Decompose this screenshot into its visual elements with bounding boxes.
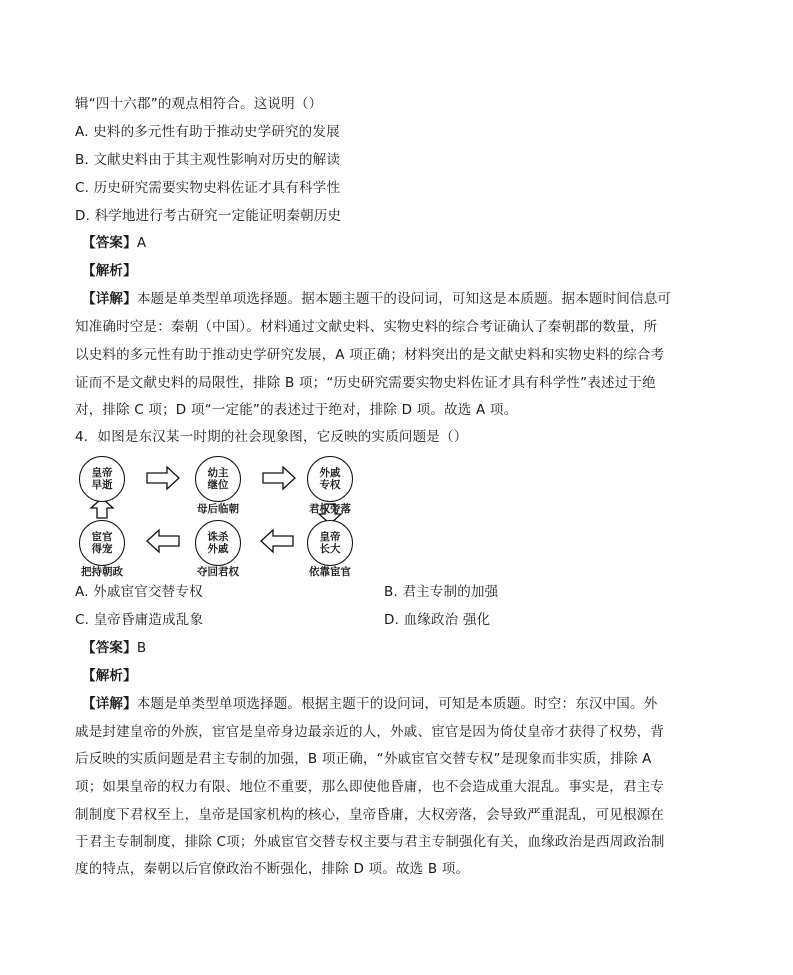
arrow-right-1: [147, 467, 179, 489]
node-emperor-died-early: [79, 456, 125, 502]
caption-control-court: 把持朝政: [81, 566, 123, 578]
q3-answer-tag: 【答案】: [82, 235, 137, 251]
node-emperor-grown: [307, 520, 353, 566]
node-kill-consorts: [195, 520, 241, 566]
q3-option-c: C. 历史研究需要实物史料佐证才具有科学性: [75, 180, 341, 196]
q3-detail-line-1: [82, 290, 671, 308]
q4-answer-tag: 【答案】: [82, 640, 137, 656]
q3-answer-value: A: [136, 235, 147, 251]
node-1-line2: 早逝: [91, 479, 113, 491]
q4-detail-line-7: 度的特点，秦朝以后官僚政治不断强化，排除 D 项。故选 B 项。: [75, 861, 470, 877]
node-young-ruler: [195, 456, 241, 502]
q3-analysis-tag: 【解析】: [82, 263, 137, 279]
node-4-line1: 皇帝: [319, 531, 341, 543]
arrow-right-2: [263, 467, 295, 489]
node-eunuchs-favored: [79, 520, 125, 566]
node-3-line1: 外戚: [319, 467, 341, 479]
q4-detail-line-2: 戚是封建皇帝的外族，宦官是皇帝身边最亲近的人，外戚、宦官是因为倚仗皇帝才获得了权势，背: [75, 724, 665, 740]
q3-detail-tag: 【详解】: [82, 291, 137, 307]
q4-detail-text-1: 本题是单类型单项选择题。根据主题干的设问词，可知是本质题。时空：东汉中国。外: [136, 696, 658, 712]
node-5-line2: 外戚: [207, 543, 229, 555]
node-consort-clan: [307, 456, 353, 502]
q3-detail-line-3: 以史料的多元性有助于推动史学研究发展，A 项正确；材料突出的是文献史料和实物史料的综合考: [75, 347, 665, 363]
caption-power-lost: 君权旁落: [309, 503, 351, 515]
node-6-line1: 宦官: [91, 531, 113, 543]
node-2-line2: 继位: [207, 479, 229, 491]
q4-answer: [82, 639, 146, 657]
q3-detail-text-1: 本题是单类型单项选择题。据本题主题干的设问词，可知这是本质题。据本题时间信息可: [136, 291, 672, 307]
arrow-left-1: [261, 530, 293, 552]
q3-option-d: D. 科学地进行考古研究一定能证明秦朝历史: [75, 208, 342, 224]
q4-option-c: C. 皇帝昏庸造成乱象: [75, 612, 204, 628]
q4-analysis-tag: 【解析】: [82, 668, 137, 684]
q4-detail-line-6: 于君主专制制度，排除 C项；外戚宦官交替专权主要与君主专制强化有关，血缘政治是西周政治制: [75, 834, 665, 850]
q3-stem-tail: 辑“四十六郡”的观点相符合。这说明（）: [75, 96, 323, 112]
q4-answer-value: B: [136, 640, 147, 656]
q4-detail-line-1: [82, 695, 657, 713]
q4-detail-tag: 【详解】: [82, 696, 137, 712]
node-6-line2: 得宠: [91, 543, 113, 555]
q3-detail-line-2: 知准确时空是：秦朝（中国）。材料通过文献史料、实物史料的综合考证确认了秦朝郡的数量，所: [75, 319, 658, 335]
caption-rely-eunuchs: 依靠宦官: [309, 566, 351, 578]
q3-option-a: A. 史料的多元性有助于推动史学研究的发展: [75, 124, 340, 140]
q4-stem: 4．如图是东汉某一时期的社会现象图，它反映的实质问题是（）: [75, 429, 468, 445]
q3-detail-line-5: 对，排除 C 项；D 项“一定能”的表述过于绝对，排除 D 项。故选 A 项。: [75, 402, 518, 418]
node-4-line2: 长大: [319, 543, 341, 555]
q3-option-b: B. 文献史料由于其主观性影响对历史的解读: [75, 152, 341, 168]
q4-option-d: D. 血缘政治 强化: [384, 612, 491, 628]
caption-regain-power: 夺回君权: [197, 566, 239, 578]
caption-empress-regency: 母后临朝: [197, 503, 239, 515]
q3-answer: [82, 234, 146, 252]
q4-option-b: B. 君主专制的加强: [384, 584, 499, 600]
arrow-left-2: [147, 530, 179, 552]
node-3-line2: 专权: [319, 479, 341, 491]
node-5-line1: 诛杀: [207, 531, 229, 543]
node-2-line1: 幼主: [207, 467, 229, 479]
q4-detail-line-4: 项；如果皇帝的权力有限、地位不重要，那么即使他昏庸，也不会造成重大混乱。事实是，君主专: [75, 779, 665, 795]
q4-detail-line-5: 制制度下君权至上，皇帝是国家机构的核心，皇帝昏庸，大权旁落，会导致严重混乱，可见根源在: [75, 807, 665, 823]
q4-detail-line-3: 后反映的实质问题是君主专制的加强，B 项正确，“外戚宦官交替专权”是现象而非实质，排除 A: [75, 751, 652, 767]
q4-diagram: [75, 456, 395, 576]
q4-option-a: A. 外戚宦官交替专权: [75, 584, 203, 600]
node-1-line1: 皇帝: [91, 467, 113, 479]
q3-detail-line-4: 证而不是文献史料的局限性，排除 B 项；“历史研究需要实物史料佐证才具有科学性”表述过于绝: [75, 375, 656, 391]
